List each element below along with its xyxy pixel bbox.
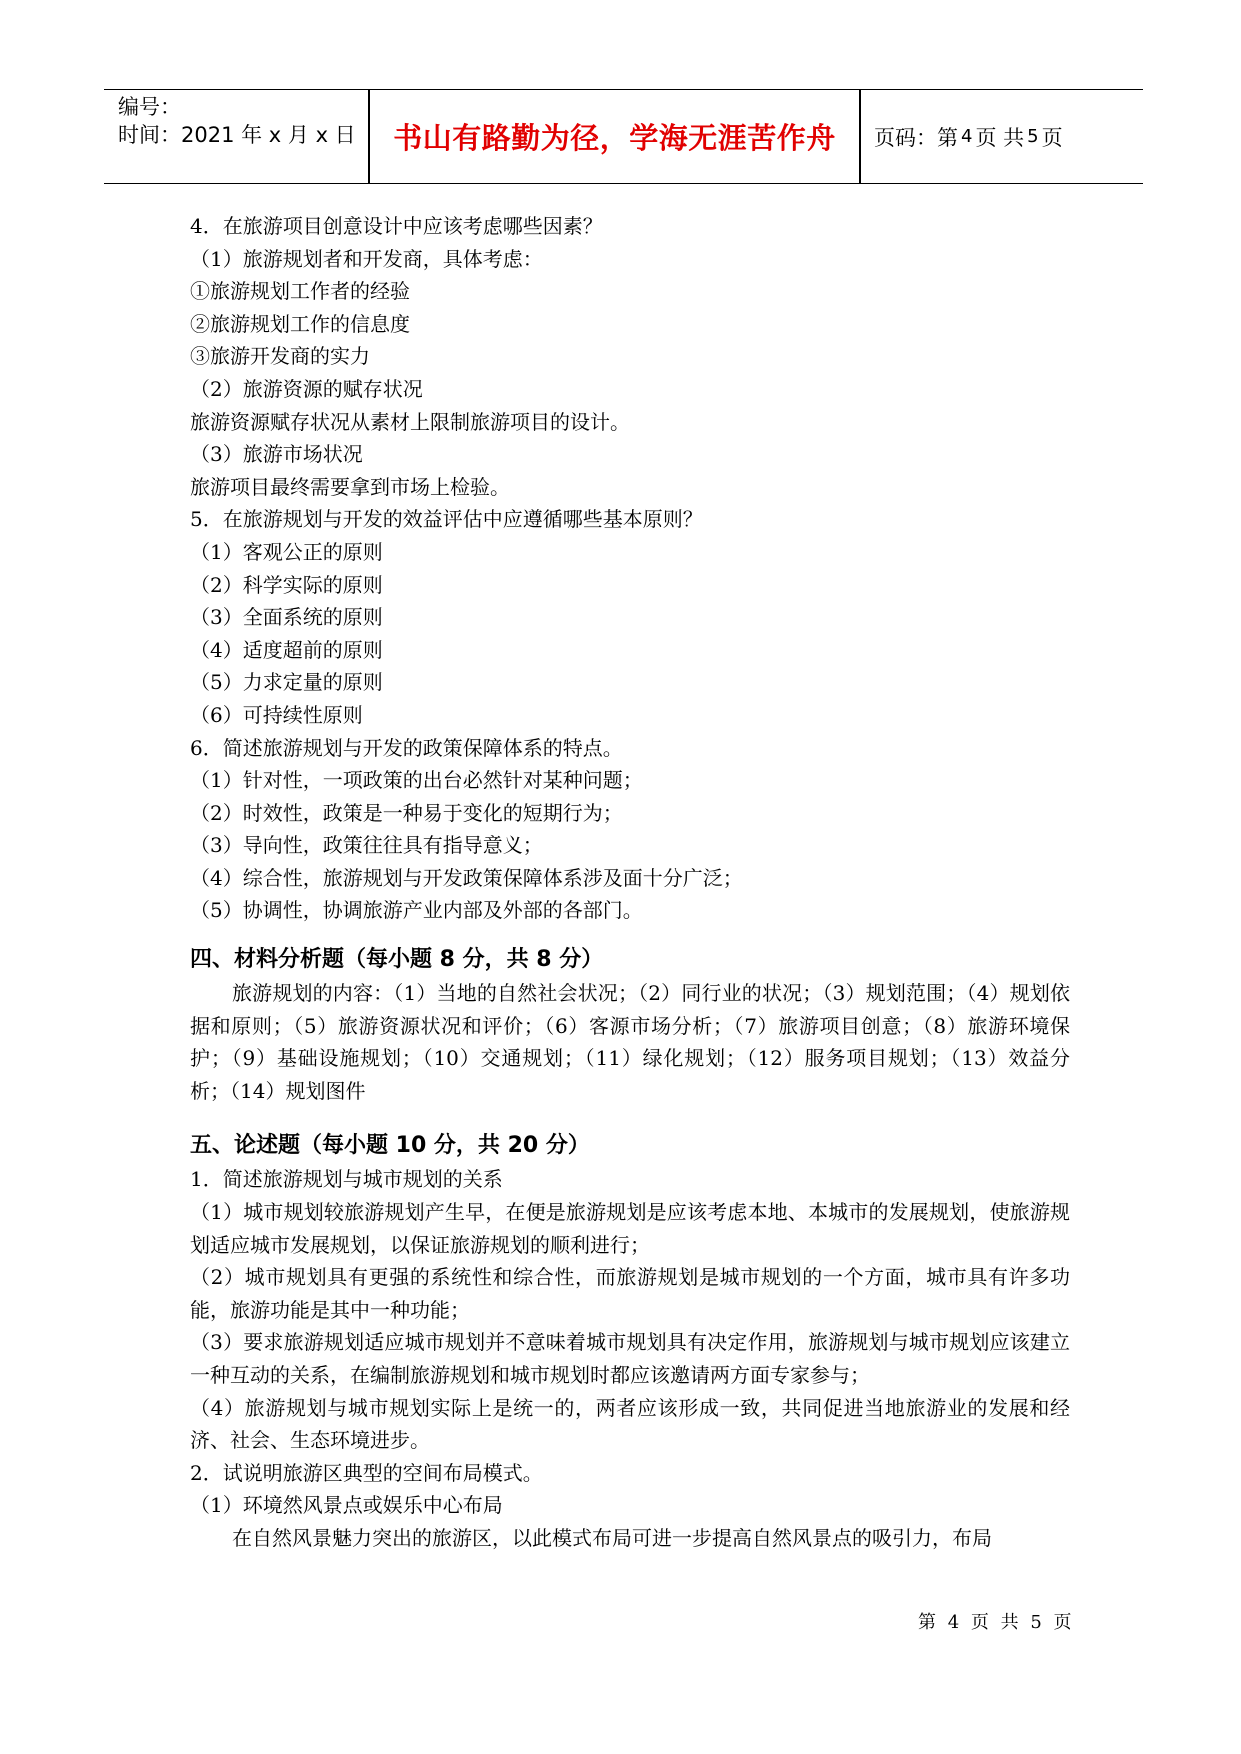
answer-line: （3）导向性，政策往往具有指导意义； — [190, 833, 543, 858]
page-total: 5 — [1027, 126, 1039, 147]
answer-line: （5）力求定量的原则 — [190, 670, 383, 695]
header-motto: 书山有路勤为径，学海无涯苦作舟 — [393, 121, 836, 155]
page-prefix: 页码：第 — [874, 125, 958, 150]
answer-line: （1）针对性，一项政策的出台必然针对某种问题； — [190, 768, 643, 793]
answer-line: 旅游项目最终需要拿到市场上检验。 — [190, 474, 510, 499]
question-heading: 4．在旅游项目创意设计中应该考虑哪些因素？ — [190, 214, 603, 238]
question-heading: 1．简述旅游规划与城市规划的关系 — [190, 1167, 503, 1192]
serial-label: 编号： — [118, 95, 181, 119]
answer-line: （3）全面系统的原则 — [190, 605, 383, 630]
question-heading: 2．试说明旅游区典型的空间布局模式。 — [190, 1460, 543, 1485]
header-page-number — [874, 90, 1063, 183]
question-heading: 6．简述旅游规划与开发的政策保障体系的特点。 — [190, 735, 623, 760]
answer-line: （2）旅游资源的赋存状况 — [190, 376, 423, 401]
answer-line: ③旅游开发商的实力 — [190, 344, 370, 369]
answer-line: （4）综合性，旅游规划与开发政策保障体系涉及面十分广泛； — [190, 865, 743, 890]
answer-paragraph: 旅游规划的内容：（1）当地的自然社会状况；（2）同行业的状况；（3）规划范围；（4）规划依据和原则；（5）旅游资源状况和评价；（6）客源市场分析；（7）旅游项目创意；（8）旅游环境保护；（9）基础设施规划；（10）交通规划；（11）绿化规划；（12）服务项目规划；（13）效益分析；（14）规划图件 — [190, 981, 1070, 1103]
answer-line: ①旅游规划工作者的经验 — [190, 279, 410, 304]
answer-line: ②旅游规划工作的信息度 — [190, 311, 410, 336]
page-header — [104, 89, 1143, 184]
section-heading: 四、材料分析题（每小题 8 分，共 8 分） — [190, 947, 604, 973]
page-num: 4 — [961, 126, 973, 147]
answer-line: 旅游资源赋存状况从素材上限制旅游项目的设计。 — [190, 409, 630, 434]
answer-line: （4）适度超前的原则 — [190, 637, 383, 662]
answer-line: 在自然风景魅力突出的旅游区，以此模式布局可进一步提高自然风景点的吸引力，布局 — [232, 1525, 992, 1550]
answer-line: （2）时效性，政策是一种易于变化的短期行为； — [190, 800, 623, 825]
answer-paragraph: （4）旅游规划与城市规划实际上是统一的，两者应该形成一致，共同促进当地旅游业的发展和经济、社会、生态环境进步。 — [190, 1395, 1070, 1453]
answer-line: （1）旅游规划者和开发商，具体考虑： — [190, 246, 543, 271]
answer-line: （3）旅游市场状况 — [190, 442, 363, 467]
page-footer: 第 4 页 共 5 页 — [918, 1612, 1075, 1633]
answer-paragraph: （2）城市规划具有更强的系统性和综合性，而旅游规划是城市规划的一个方面，城市具有许多功能，旅游功能是其中一种功能； — [190, 1265, 1070, 1322]
question-heading: 5．在旅游规划与开发的效益评估中应遵循哪些基本原则？ — [190, 507, 703, 532]
section-heading: 五、论述题（每小题 10 分，共 20 分） — [190, 1133, 590, 1159]
answer-line: （5）协调性，协调旅游产业内部及外部的各部门。 — [190, 898, 643, 923]
answer-paragraph: （1）城市规划较旅游规划产生早，在便是旅游规划是应该考虑本地、本城市的发展规划，使旅游规划适应城市发展规划，以保证旅游规划的顺利进行； — [190, 1200, 1070, 1257]
header-meta — [118, 93, 356, 149]
header-divider — [859, 90, 861, 183]
page-mid: 页 共 — [975, 125, 1025, 150]
document-body — [190, 210, 1070, 1555]
page-suffix: 页 — [1041, 125, 1063, 150]
answer-line: （1）客观公正的原则 — [190, 539, 383, 564]
answer-line: （6）可持续性原则 — [190, 702, 363, 727]
answer-line: （1）环境然风景点或娱乐中心布局 — [190, 1493, 503, 1518]
answer-paragraph: （3）要求旅游规划适应城市规划并不意味着城市规划具有决定作用，旅游规划与城市规划应该建立一种互动的关系，在编制旅游规划和城市规划时都应该邀请两方面专家参与； — [190, 1330, 1070, 1387]
answer-line: （2）科学实际的原则 — [190, 572, 383, 597]
time-label: 时间：2021 年 x 月 x 日 — [118, 123, 356, 147]
